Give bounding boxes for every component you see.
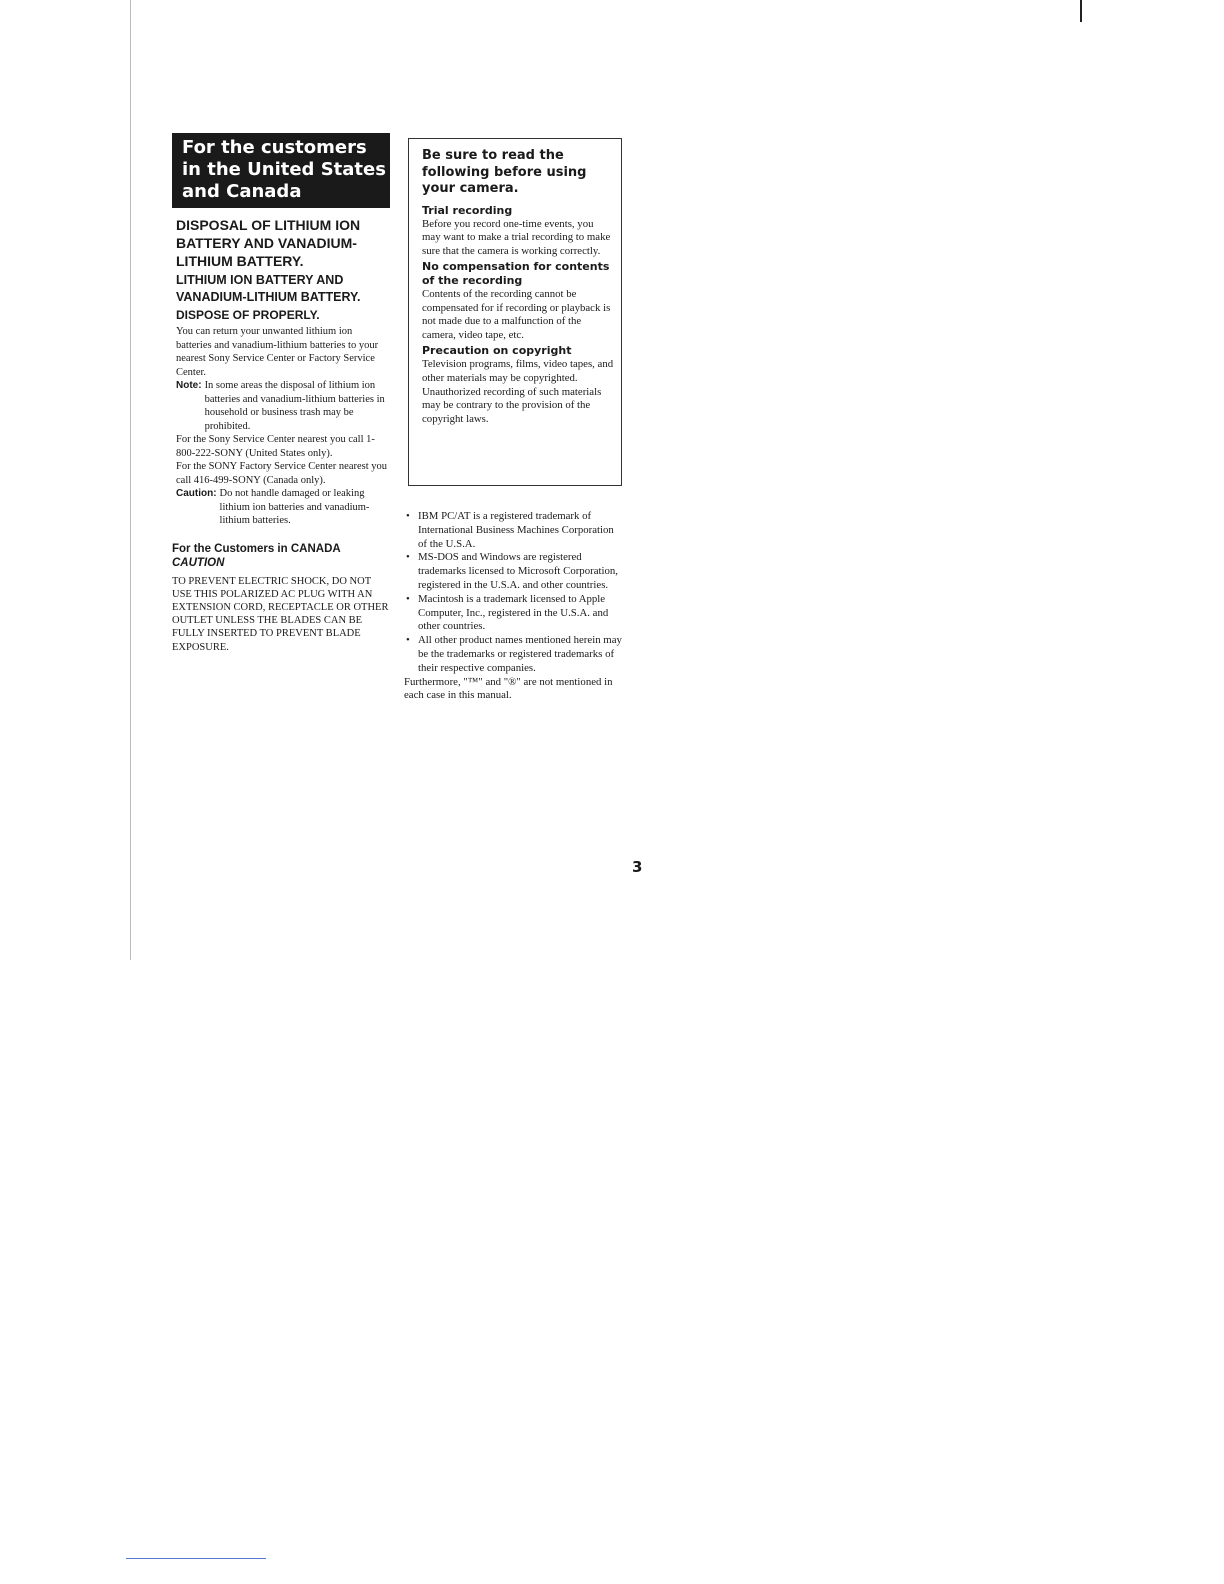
caution-block: [176, 487, 390, 528]
note-label: Note:: [176, 380, 202, 391]
scan-footer-line: [126, 1558, 266, 1559]
trademark-list: [404, 510, 622, 676]
service-center-text: For the Sony Service Center nearest you call 1-800-222-SONY (United States only).: [176, 434, 375, 459]
disposal-heading-line: LITHIUM BATTERY.: [176, 253, 304, 269]
battery-subheading: [176, 272, 390, 306]
disposal-heading-line: BATTERY AND VANADIUM-: [176, 235, 357, 251]
banner-line: and Canada: [182, 181, 302, 202]
banner-line: in the United States: [182, 159, 386, 180]
customers-banner: [172, 133, 390, 208]
scan-edge-line: [130, 0, 131, 960]
list-item: • All other product names mentioned herein may be the trademarks or registered trademarks of their respective companies.: [404, 634, 622, 675]
copyright-text: Television programs, films, video tapes, and other materials may be copyrighted. Unauthorized recording of such materials may be contrary to the provision of the copyright laws.: [422, 358, 614, 426]
banner-line: For the customers: [182, 137, 367, 158]
dispose-properly-heading: DISPOSE OF PROPERLY.: [176, 308, 320, 322]
list-item: • MS-DOS and Windows are registered trademarks licensed to Microsoft Corporation, registered in the U.S.A. and other countries.: [404, 551, 622, 592]
no-compensation-heading: No compensation for contents of the recording: [422, 259, 610, 287]
disposal-heading-line: DISPOSAL OF LITHIUM ION: [176, 217, 361, 233]
canada-warning-text: TO PREVENT ELECTRIC SHOCK, DO NOT USE THIS POLARIZED AC PLUG WITH AN EXTENSION CORD, RECEPTACLE OR OTHER OUTLET UNLESS THE BLADES CAN BE FULLY INSERTED TO PREVENT BLADE EXPOSURE.: [172, 575, 389, 653]
caution-text: Do not handle damaged or leaking lithium ion batteries and vanadium-lithium batteries.: [219, 488, 370, 526]
page-number: 3: [632, 858, 643, 876]
disposal-heading: [176, 216, 390, 270]
list-item: • IBM PC/AT is a registered trademark of International Business Machines Corporation of the U.S.A.: [404, 510, 622, 551]
box-title: Be sure to read the following before using your camera.: [422, 148, 587, 196]
canada-caution-label: CAUTION: [172, 556, 225, 569]
list-item: • Macintosh is a trademark licensed to Apple Computer, Inc., registered in the U.S.A. and other countries.: [404, 593, 622, 634]
battery-subheading-line: VANADIUM-LITHIUM BATTERY.: [176, 290, 361, 304]
trial-recording-heading: Trial recording: [422, 203, 513, 217]
factory-service-text: For the SONY Factory Service Center nearest you call 416-499-SONY (Canada only).: [176, 461, 388, 486]
note-block: [176, 379, 390, 433]
note-text: In some areas the disposal of lithium ion batteries and vanadium-lithium batteries in household or business trash may be prohibited.: [204, 380, 385, 432]
battery-subheading-line: LITHIUM ION BATTERY AND: [176, 273, 344, 287]
copyright-heading: Precaution on copyright: [422, 344, 572, 358]
left-column: [172, 133, 390, 654]
read-before-use-box: [408, 138, 622, 486]
return-batteries-text: You can return your unwanted lithium ion batteries and vanadium-lithium batteries to your nearest Sony Service Center or Factory Service Center.: [176, 326, 379, 378]
caution-label: Caution:: [176, 488, 217, 499]
trademarks-section: [404, 510, 622, 703]
canada-heading: For the Customers in CANADA: [172, 542, 341, 555]
trademark-footer: Furthermore, "™" and "®" are not mentioned in each case in this manual.: [404, 675, 613, 702]
trial-recording-text: Before you record one-time events, you may want to make a trial recording to make sure that the camera is working correctly.: [422, 217, 611, 258]
scan-mark: [1080, 0, 1082, 22]
no-compensation-text: Contents of the recording cannot be compensated for if recording or playback is not made due to a malfunction of the camera, video tape, etc.: [422, 287, 611, 342]
